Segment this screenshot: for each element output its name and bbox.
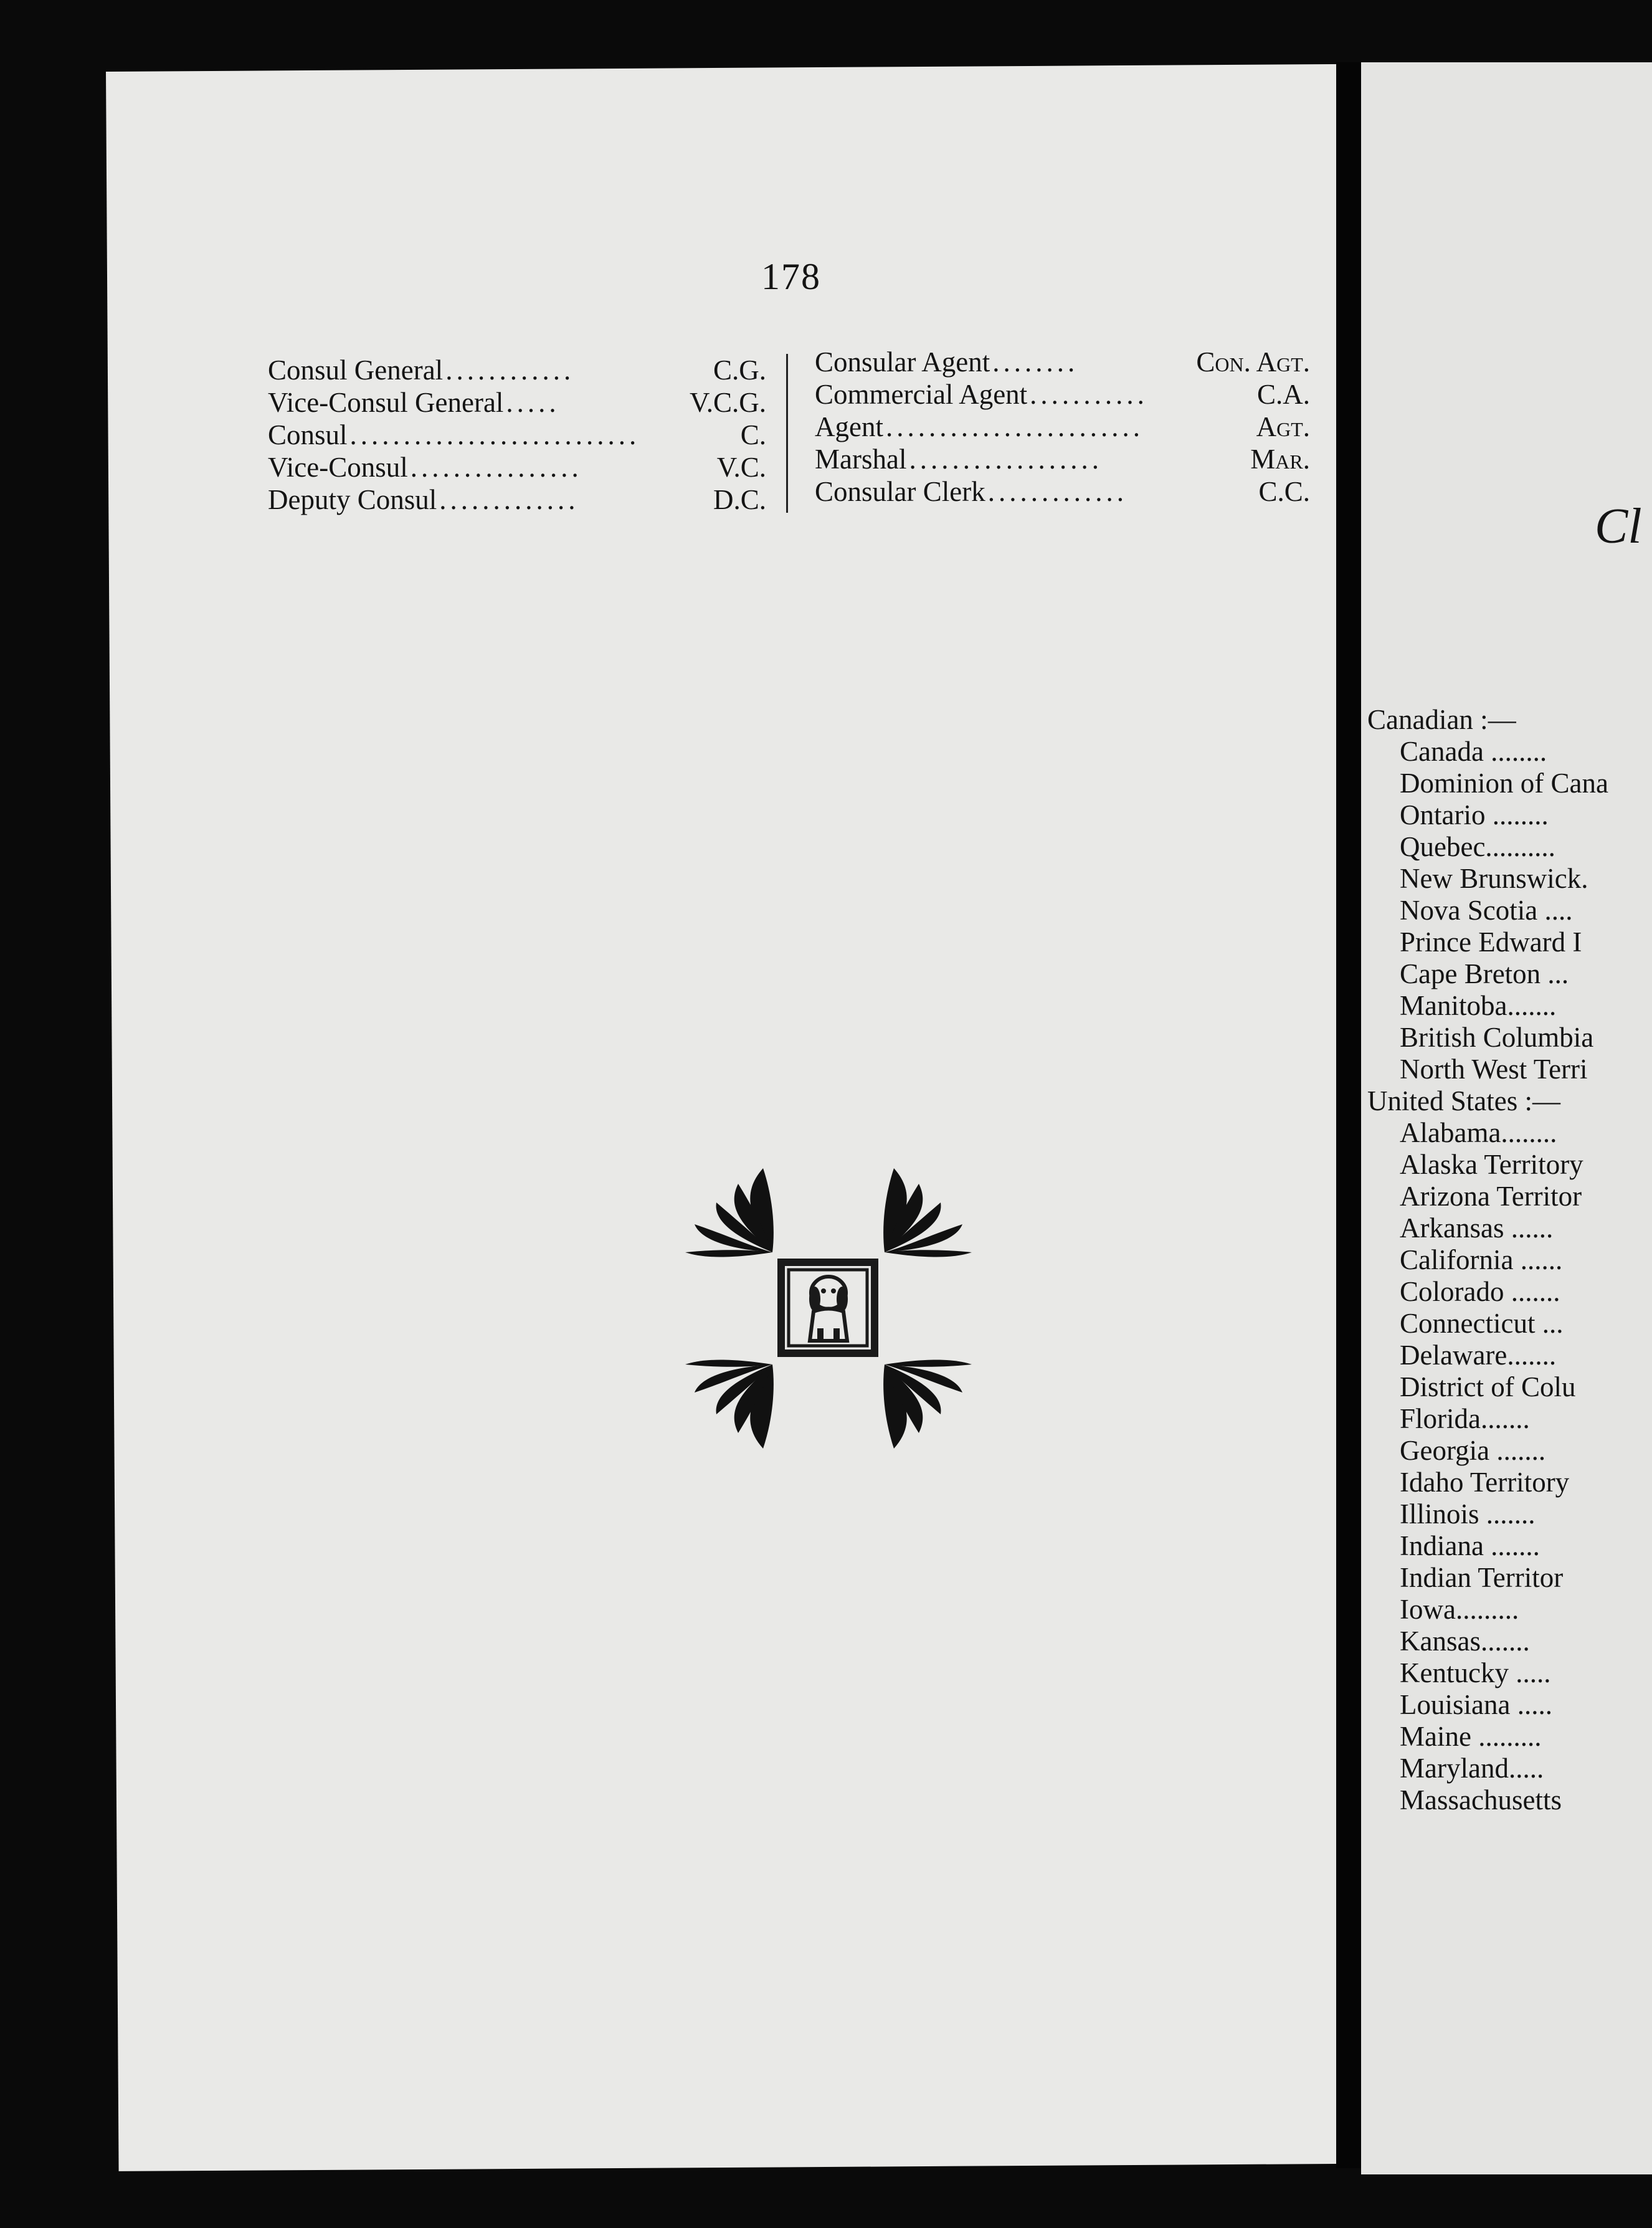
list-item: Nova Scotia .... bbox=[1400, 895, 1573, 926]
abbreviation-row bbox=[815, 475, 1310, 508]
abbreviation-term: Consul General bbox=[268, 355, 444, 386]
abbreviation-term: Consul bbox=[268, 419, 348, 450]
list-item: Arizona Territor bbox=[1400, 1181, 1582, 1212]
abbreviation-list-right bbox=[815, 346, 1310, 508]
list-item: British Columbia bbox=[1400, 1022, 1594, 1053]
abbreviation-row bbox=[815, 443, 1310, 475]
list-item: Prince Edward I bbox=[1400, 926, 1582, 958]
abbreviation-term: Consular Agent bbox=[815, 346, 990, 378]
abbreviation-code: D.C. bbox=[713, 484, 766, 515]
list-item: Illinois ....... bbox=[1400, 1498, 1536, 1530]
page-number: 178 bbox=[761, 256, 821, 297]
list-item: Kentucky ..... bbox=[1400, 1657, 1551, 1688]
leader-dots: ........... bbox=[1030, 379, 1148, 410]
leaf-spray-top-right bbox=[883, 1168, 972, 1257]
abbreviation-code: Con. Agt. bbox=[1196, 346, 1310, 378]
list-item: Louisiana ..... bbox=[1400, 1689, 1552, 1720]
abbreviation-term: Deputy Consul bbox=[268, 484, 437, 515]
list-item: Iowa......... bbox=[1400, 1594, 1519, 1625]
list-item: Arkansas ...... bbox=[1400, 1212, 1554, 1244]
list-item: New Brunswick. bbox=[1400, 863, 1588, 894]
abbreviation-code: C.C. bbox=[1258, 476, 1310, 507]
list-item: Maryland..... bbox=[1400, 1753, 1544, 1784]
list-item: Idaho Territory bbox=[1400, 1467, 1570, 1498]
list-item: Ontario ........ bbox=[1400, 799, 1549, 831]
abbreviation-term: Vice-Consul General bbox=[268, 387, 504, 418]
abbreviation-row bbox=[268, 386, 766, 419]
list-item: Canada ........ bbox=[1400, 736, 1547, 767]
abbreviation-term: Agent bbox=[815, 411, 883, 442]
abbreviation-code: V.C.G. bbox=[690, 387, 766, 418]
abbreviation-row bbox=[268, 354, 766, 386]
list-item: Colorado ....... bbox=[1400, 1276, 1560, 1307]
abbreviation-row bbox=[268, 419, 766, 451]
abbreviation-code: C.A. bbox=[1256, 379, 1310, 410]
list-item: California ...... bbox=[1400, 1244, 1563, 1275]
list-item: Manitoba....... bbox=[1400, 990, 1557, 1021]
group-label: Canadian :— bbox=[1367, 704, 1516, 735]
abbreviation-row bbox=[268, 451, 766, 483]
abbreviation-term: Consular Clerk bbox=[815, 476, 985, 507]
leader-dots: ................ bbox=[410, 452, 582, 483]
group-label: United States :— bbox=[1367, 1085, 1560, 1116]
dog-medallion-icon bbox=[777, 1259, 878, 1357]
list-item: Alabama........ bbox=[1400, 1117, 1557, 1148]
abbreviation-term: Vice-Consul bbox=[268, 452, 408, 483]
abbreviation-row bbox=[815, 378, 1310, 411]
leader-dots: ............ bbox=[445, 355, 575, 386]
list-item: District of Colu bbox=[1400, 1371, 1576, 1402]
leaf-spray-bottom-left bbox=[685, 1360, 774, 1449]
list-item: Alaska Territory bbox=[1400, 1149, 1583, 1180]
right-page-list bbox=[1367, 704, 1652, 1816]
list-item: Florida....... bbox=[1400, 1403, 1530, 1434]
list-item: Dominion of Cana bbox=[1400, 768, 1608, 799]
abbreviation-code: Agt. bbox=[1256, 411, 1310, 442]
abbreviation-row bbox=[815, 411, 1310, 443]
abbreviation-row bbox=[815, 346, 1310, 378]
list-item: Delaware....... bbox=[1400, 1340, 1557, 1371]
abbreviation-list-left bbox=[268, 354, 766, 516]
abbreviation-code: Mar. bbox=[1250, 444, 1310, 475]
leaf-spray-bottom-right bbox=[883, 1360, 972, 1449]
column-divider bbox=[786, 354, 788, 513]
abbreviation-code: V.C. bbox=[716, 452, 766, 483]
right-page-heading: Cl bbox=[1595, 499, 1642, 554]
list-item: Indiana ....... bbox=[1400, 1530, 1540, 1561]
abbreviation-term: Marshal bbox=[815, 444, 907, 475]
leader-dots: ........................ bbox=[885, 411, 1144, 442]
leader-dots: ........ bbox=[992, 346, 1079, 378]
list-item: Massachusetts bbox=[1400, 1784, 1562, 1816]
list-item: Cape Breton ... bbox=[1400, 958, 1569, 989]
list-item: Georgia ....... bbox=[1400, 1435, 1546, 1466]
leader-dots: .................. bbox=[909, 444, 1103, 475]
abbreviation-term: Commercial Agent bbox=[815, 379, 1028, 410]
leader-dots: ........................... bbox=[349, 419, 640, 450]
list-item: Quebec.......... bbox=[1400, 831, 1555, 862]
abbreviation-row bbox=[268, 483, 766, 516]
leaf-spray-top-left bbox=[685, 1168, 774, 1257]
leader-dots: ............. bbox=[439, 484, 579, 515]
leader-dots: ..... bbox=[506, 387, 560, 418]
list-item: Connecticut ... bbox=[1400, 1308, 1564, 1339]
abbreviation-code: C.G. bbox=[713, 355, 766, 386]
list-item: Kansas....... bbox=[1400, 1626, 1530, 1657]
leader-dots: ............. bbox=[987, 476, 1127, 507]
printers-ornament-icon bbox=[679, 1159, 978, 1458]
list-item: Indian Territor bbox=[1400, 1562, 1564, 1593]
list-item: North West Terri bbox=[1400, 1054, 1588, 1085]
list-item: Maine ......... bbox=[1400, 1721, 1542, 1752]
abbreviation-code: C. bbox=[740, 419, 766, 450]
